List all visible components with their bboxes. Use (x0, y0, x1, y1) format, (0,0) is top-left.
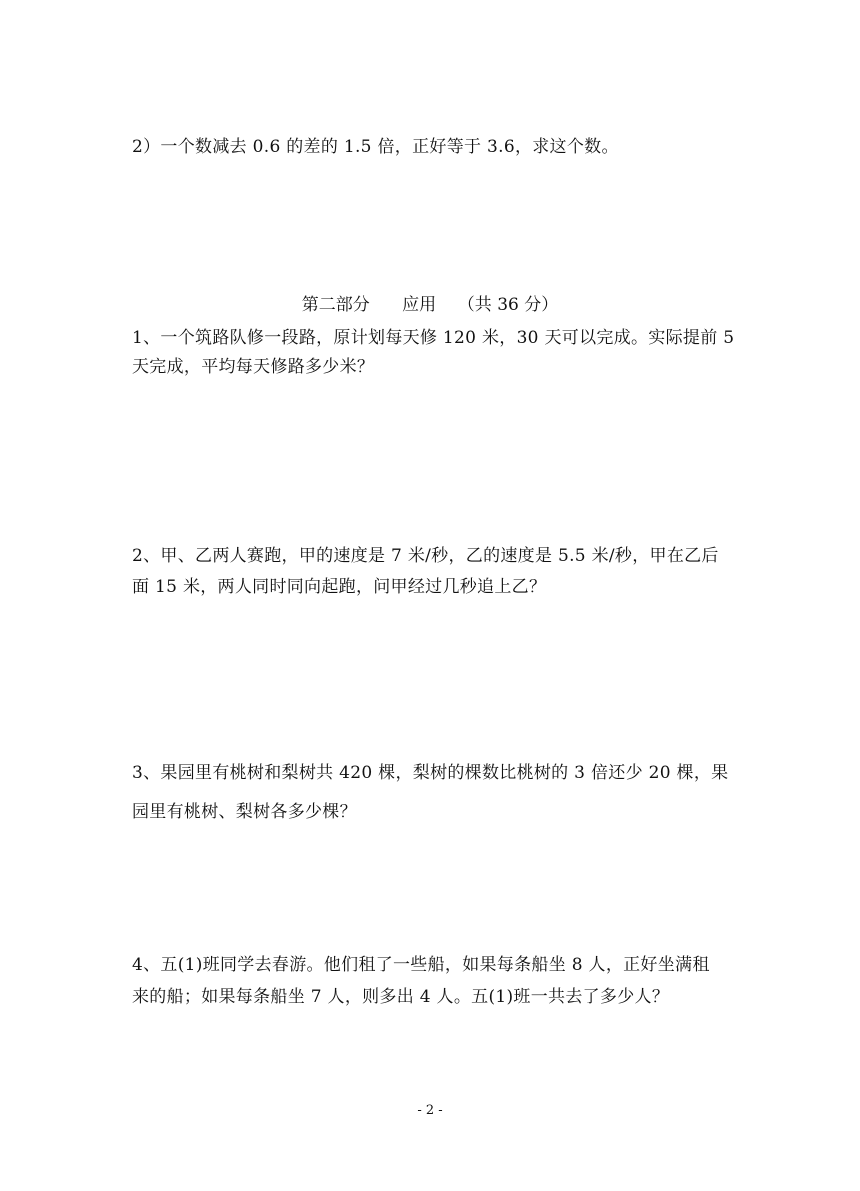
question-text-line: 面 15 米，两人同时同向起跑，问甲经过几秒追上乙？ (132, 577, 547, 597)
question-text-line: 1、一个筑路队修一段路，原计划每天修 120 米，30 天可以完成。实际提前 5 (132, 328, 735, 348)
page-number: - 2 - (417, 1103, 443, 1118)
question-text-line: 来的船；如果每条船坐 7 人，则多出 4 人。五(1)班一共去了多少人？ (132, 987, 670, 1007)
question-text-line: 园里有桃树、梨树各多少棵？ (132, 802, 357, 822)
section-heading: 第二部分 应用 （共 36 分） (301, 295, 559, 315)
question-2-part-2: 2）一个数减去 0.6 的差的 1.5 倍，正好等于 3.6，求这个数。 (132, 137, 619, 157)
question-text-line: 2、甲、乙两人赛跑，甲的速度是 7 米/秒，乙的速度是 5.5 米/秒，甲在乙后 (132, 546, 719, 566)
question-text-line: 天完成，平均每天修路多少米？ (132, 357, 375, 377)
question-text-line: 3、果园里有桃树和梨树共 420 棵，梨树的棵数比桃树的 3 倍还少 20 棵，果 (132, 763, 729, 783)
question-text-line: 4、五(1)班同学去春游。他们租了一些船，如果每条船坐 8 人，正好坐满租 (132, 955, 710, 975)
